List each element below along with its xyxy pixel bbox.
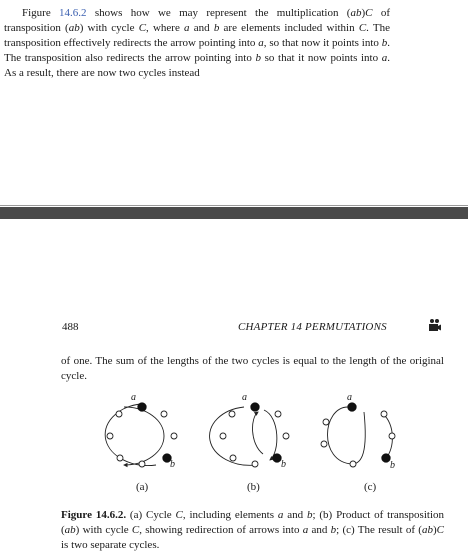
body-paragraph: of one. The sum of the lengths of the two cycles is equal to the length of the original cycle. <box>61 355 444 382</box>
top-paragraph: Figure 14.6.2 shows how we may represent the multiplication (ab)C of transposition (ab) with cycle C, where a and b are elements included within C. The transposition effectively redirects the arrow pointing into a, so that now it points into b. The transposition also redirects the arrow pointing into b so that it now points into a. As a result, there are now two cycles instead <box>4 7 391 79</box>
sub-label-c: (c) <box>364 481 377 493</box>
page-divider <box>0 207 468 219</box>
page-divider-line <box>0 205 468 206</box>
running-head: CHAPTER 14 PERMUTATIONS <box>238 321 387 333</box>
video-icon[interactable] <box>428 318 441 332</box>
diagram-a <box>105 403 177 467</box>
figure-link[interactable]: 14.6.2 <box>59 7 87 19</box>
diagram-c <box>321 403 395 467</box>
page-number: 488 <box>62 321 79 333</box>
label-a-2: a <box>242 392 247 403</box>
diagram-b <box>210 403 289 467</box>
sub-label-a: (a) <box>136 481 149 493</box>
label-a-3: a <box>347 392 352 403</box>
label-b-3: b <box>390 460 395 471</box>
label-b-2: b <box>281 459 286 470</box>
figure-caption: Figure 14.6.2. (a) Cycle C, including elements a and b; (b) Product of transposition (ab) with cycle C, showing redirection of arrows into a and b; (c) The result of (ab)C is two separate cycles. <box>61 509 444 551</box>
label-a-1: a <box>131 392 136 403</box>
sub-label-b: (b) <box>247 481 260 493</box>
figure-diagram <box>90 392 420 492</box>
label-b-1: b <box>170 459 175 470</box>
